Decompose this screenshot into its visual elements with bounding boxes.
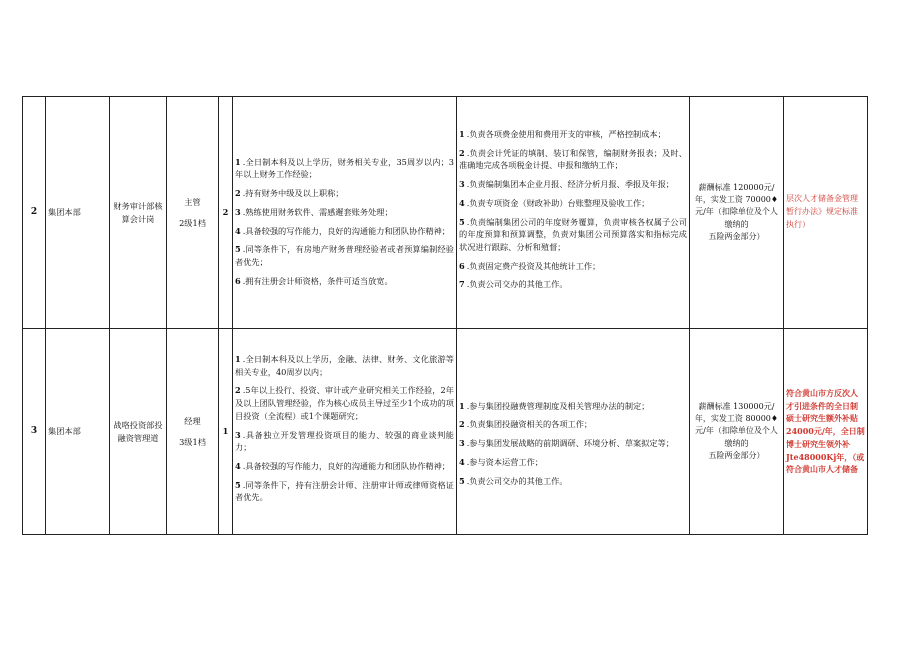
requirement-item: 2 .持有财务中级及以上职称；: [235, 188, 344, 199]
duty-item: 5 .负责编制集团公司的年度财务覆算，负责审核各权属子公司的年度预算和预算调整，负责对集团公司预算落实和指标完成状况进行跟踪、分析和殖督；: [459, 216, 687, 252]
row-number: 2: [23, 97, 46, 329]
duty-item: 6 .负责固定费产投资及其他统计工作；: [459, 260, 601, 271]
table-row: [23, 97, 868, 329]
requirements-cell: [233, 97, 457, 329]
department-position-cell: 财务审计部核算会计岗: [110, 97, 167, 329]
duties-cell: [457, 329, 690, 535]
requirement-item: 4 .具备较强的写作能力，良好的沟通能力和团队协作精神；: [235, 460, 450, 471]
headcount-cell: 2: [219, 97, 233, 329]
position-level: 3级1档: [179, 436, 206, 447]
requirement-item: 1 .全日制本科及以上学历，财务相关专业，35周岁以内；3年以上财务工作经验；: [235, 156, 454, 180]
duty-item: 1 .负责各项费金使用和费用开支的审核，严格控制成本；: [459, 128, 666, 139]
duty-item: 2 .负责会计凭证的填制、装订和保管，编制财务报表；及时、准确地完成各项税金计提、申报和缴纳工作；: [459, 147, 687, 171]
requirement-item: 5 .同等条件下，持有注册会计师、注册审计师或律师资格证者优先。: [235, 479, 454, 503]
salary-text-tail: 五险两金部分）: [708, 451, 765, 461]
salary-cell: [690, 97, 784, 329]
job-table: [22, 96, 868, 535]
position-level-cell: [167, 97, 219, 329]
requirement-item: 2 .5年以上投行、投资、审计或产业研究相关工作经验，2年及以上团队管理经验，作为核心成员主导过至少1个成功的项目投资（全流程）或1个课题研究；: [235, 385, 454, 421]
unit-cell: 集团本部: [46, 97, 110, 329]
requirement-item: 3 .熟练使用财务软件、需感邂套账务处理；: [235, 206, 393, 217]
unit-cell: 集团本部: [46, 329, 110, 535]
note-cell: 层次人才储备金管理暂行办法》规定标准执行）: [784, 97, 868, 329]
duty-item: 5 .负责公司交办的其他工作。: [459, 475, 568, 486]
salary-text: 薪酬标准 120000元/年，实发工资 70000♦元/年（扣除单位及个人缴纳的: [694, 182, 779, 229]
requirement-item: 4 .具备较强的写作能力，良好的沟通能力和团队协作精神；: [235, 225, 450, 236]
department-position-cell: 战咯投资部投融资管理道: [110, 329, 167, 535]
table-row: [23, 329, 868, 535]
position-level-cell: [167, 329, 219, 535]
position-title: 经理: [184, 415, 201, 426]
requirement-item: 1 .全日制本科及以上学历，金融、法律、财务、文化旅游等相关专业，40周岁以内；: [235, 353, 454, 377]
duty-item: 1 .参与集团投融费管理制度及相关管理办法的制定；: [459, 400, 650, 411]
salary-cell: [690, 329, 784, 535]
duty-item: 7 .负责公司交办的其他工作。: [459, 279, 568, 290]
position-level: 2级1档: [179, 217, 206, 228]
headcount-cell: 1: [219, 329, 233, 535]
requirement-item: 6 .拥有注册会计师资格，条件可适当放宽。: [235, 275, 393, 286]
note-cell: 符合黄山市方反次人才引进条件的全日制硕士研究生额外补贴24000元/年，全日制博士研究生领外补Jte48000Kj年，（或符合黄山市人才储备: [784, 329, 868, 535]
duty-item: 3 .参与集团发展战略的前期调研、环境分析、草案拟定等；: [459, 438, 674, 449]
requirement-item: 3 .具备独立开发管理投资项目的能力、较强的商业谈判能力；: [235, 429, 454, 453]
requirements-cell: [233, 329, 457, 535]
salary-text: 薪酬标准 130000元/年，实发工资 80000♦元/年（扣除单位及个人缴纳的: [694, 401, 779, 448]
job-table-container: [22, 96, 868, 535]
salary-text-tail: 五险两金部分）: [708, 232, 765, 242]
row-number: 3: [23, 329, 46, 535]
requirement-item: 5 .同等条件下，有房地产财务普理经验者或者预算编制经验者优先；: [235, 244, 454, 267]
duty-item: 4 .参与资本运营工作；: [459, 456, 543, 467]
duty-item: 2 .负责集团投融资相关的各项工作；: [459, 419, 593, 430]
position-title: 主管: [184, 196, 201, 207]
duties-cell: [457, 97, 690, 329]
duty-item: 3 .负责编制集团本企业月报、经济分析月报、季报及年报；: [459, 179, 674, 190]
duty-item: 4 .负责专项资金（财政补助）台账整理及验收工作；: [459, 197, 650, 208]
